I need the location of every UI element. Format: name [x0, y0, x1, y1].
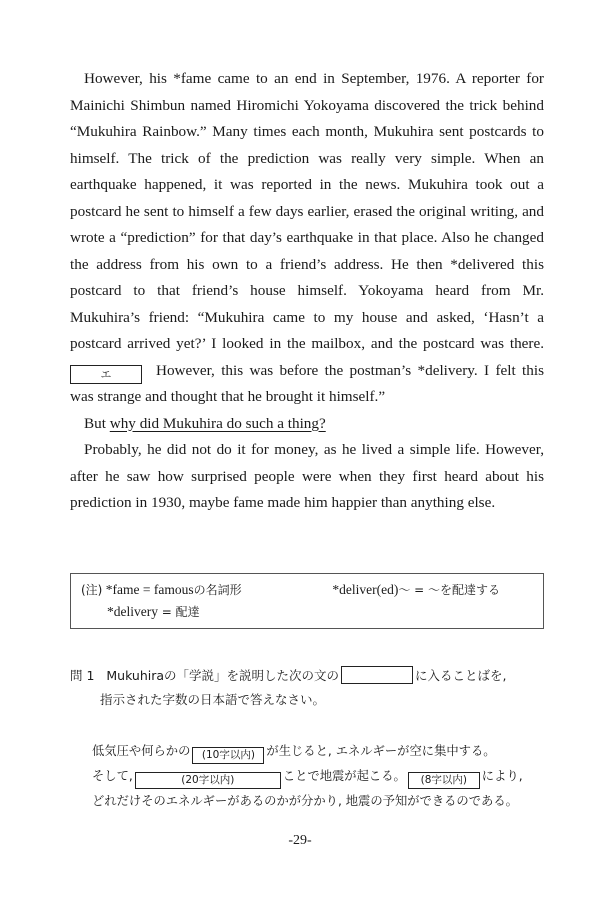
passage-text-2-prefix: But: [84, 414, 110, 432]
question-text-before: Mukuhiraの「学説」を説明した次の文の: [106, 668, 340, 683]
note-deliver-term: *deliver(ed): [332, 582, 399, 597]
notes-row-2: [81, 601, 533, 623]
vocabulary-notes: [70, 573, 544, 629]
note-fame-term: *fame: [105, 582, 140, 597]
notes-row-1: [81, 579, 533, 601]
answer-box-8-chars[interactable]: (8字以内): [408, 772, 480, 789]
fill-line-1: [92, 739, 562, 764]
passage-text-3: Probably, he did not do it for money, as he lived a simple life. However, after he saw how surprised people were when they first heard about his prediction in 1930, maybe fame made him happier than anything else.: [70, 441, 544, 511]
note-fame-eq: = famous: [139, 582, 194, 597]
fill-text-2c: により,: [481, 769, 523, 783]
reading-passage: [70, 66, 544, 517]
question-text-after: に入ることばを,: [415, 668, 507, 683]
note-delivery-jp: = 配達: [157, 605, 200, 619]
note-fame-jp: の名詞形: [193, 583, 242, 597]
passage-paragraph-2: [70, 411, 544, 438]
answer-box-20-chars[interactable]: (20字以内): [135, 772, 281, 789]
fill-line-2: [92, 764, 562, 789]
fill-text-1b: が生じると, エネルギーが空に集中する。: [266, 744, 496, 758]
question-line-2: 指示された字数の日本語で答えなさい。: [100, 692, 326, 707]
page-number: -29-: [288, 833, 312, 848]
fill-text-2b: ことで地震が起こる。: [282, 769, 406, 783]
underlined-question: why did Mukuhira do such a thing?: [109, 414, 326, 432]
answer-box-10-chars[interactable]: (10字以内): [192, 747, 264, 764]
passage-paragraph-3: [70, 437, 544, 517]
question-blank-box: [341, 666, 413, 684]
fill-line-3: どれだけそのエネルギーがあるのかが分かり, 地震の予知ができるのである。: [92, 794, 518, 808]
question-number: 問 1: [70, 668, 95, 683]
passage-text-1b: However, this was before the postman’s *delivery. I felt this was strange and thought that he brought it himself.”: [70, 361, 544, 405]
fill-in-sentence: [92, 739, 562, 814]
note-delivery-term: *delivery: [107, 604, 158, 619]
passage-text-1: However, his *fame came to an end in September, 1976. A reporter for Mainichi Shimbun named Hiromichi Yokoyama discovered the trick behind “Mukuhira Rainbow.” Many times each month, Mukuhira sent postcards to himself. The trick of the prediction was really very simple. When an earthquake happened, it was reported in the news. Mukuhira took out a postcard he sent to himself a few days earlier, erased the original writing, and wrote a “prediction” for that day’s earthquake in that place. Also he changed the address from his own to a friend’s address. He then *delivered this postcard to that friend’s house himself. Yokoyama heard from Mr. Mukuhira’s friend: “Mukuhira came to my house and asked, ‘Hasn’t a postcard arrived yet?’ I looked in the mailbox, and the postcard was there.: [70, 70, 544, 352]
question-line-1: [70, 664, 550, 688]
question-1: [70, 664, 550, 712]
passage-paragraph-1: [70, 66, 544, 411]
note-deliver-eq: 〜 = 〜を配達する: [398, 583, 501, 597]
fill-text-2a: そして,: [92, 769, 133, 783]
blank-box-e: エ: [70, 365, 142, 384]
fill-text-1a: 低気圧や何らかの: [92, 744, 191, 758]
notes-label: (注): [81, 583, 103, 597]
